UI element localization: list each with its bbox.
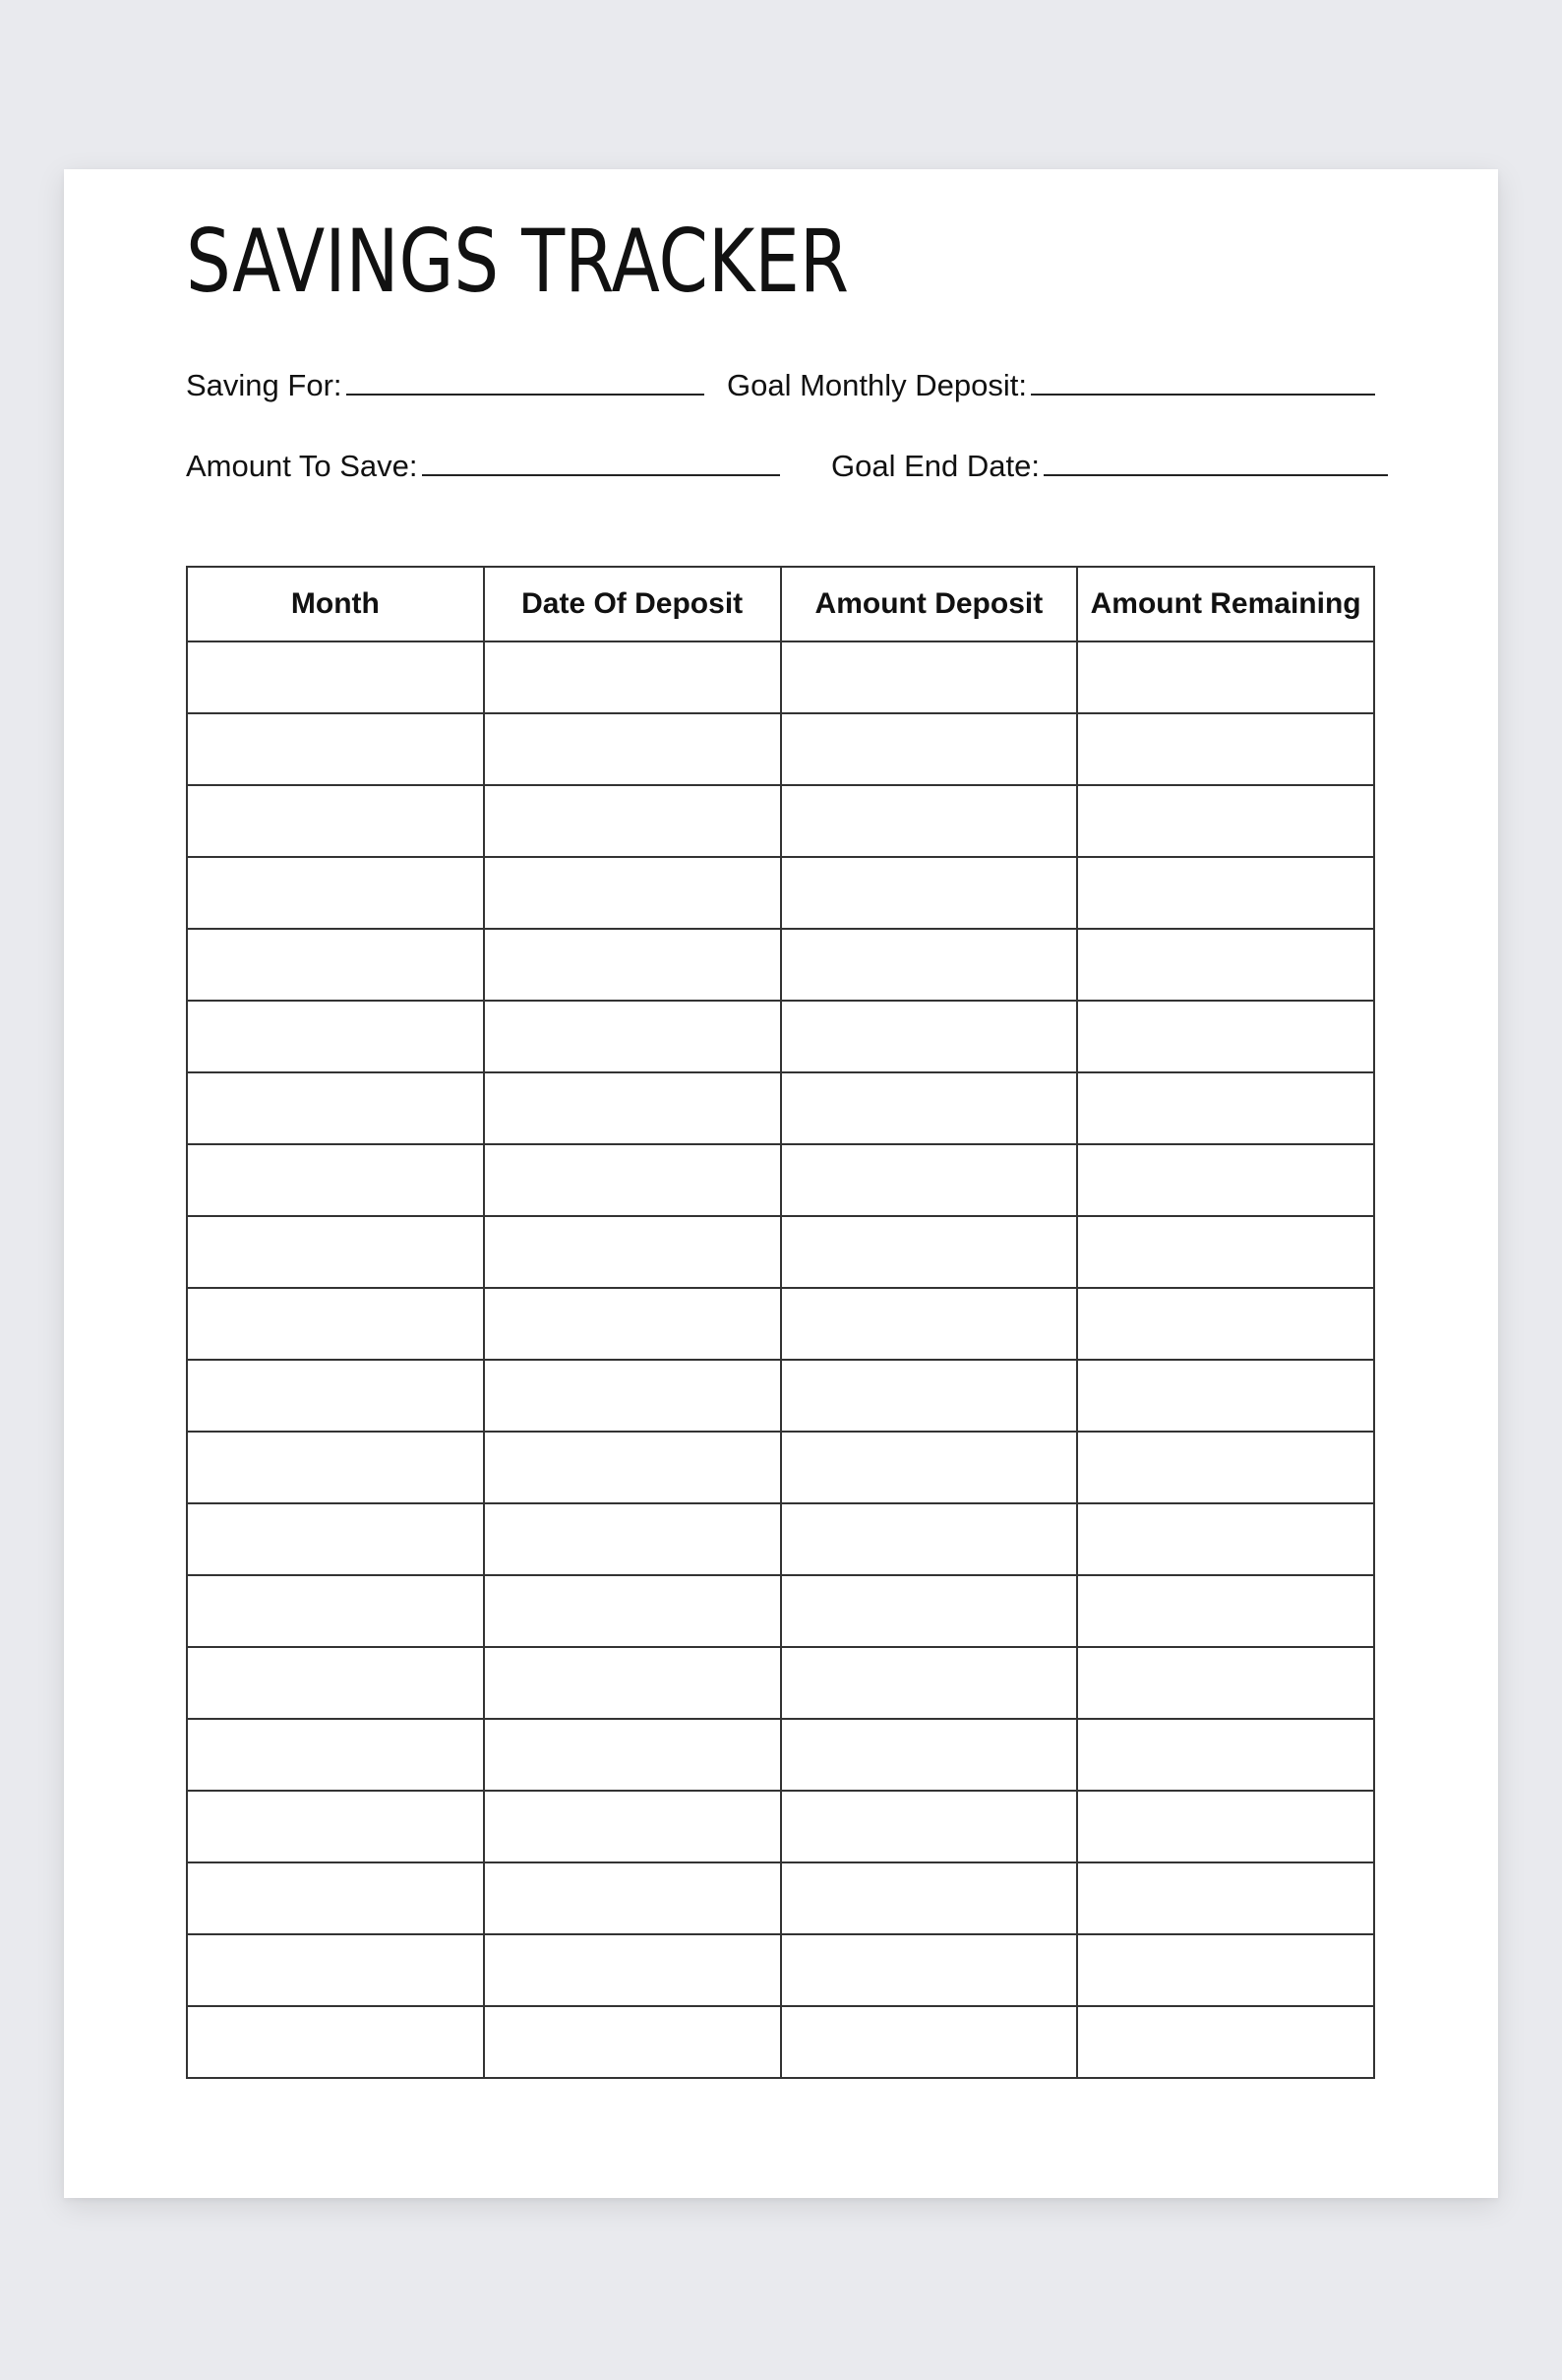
amount-deposit-cell[interactable] (781, 929, 1078, 1001)
amount-deposit-cell[interactable] (781, 713, 1078, 785)
date-of-deposit-cell[interactable] (484, 1503, 781, 1575)
amount-remaining-cell[interactable] (1077, 1934, 1374, 2006)
amount-remaining-cell[interactable] (1077, 857, 1374, 929)
goal-end-date-blank[interactable] (1044, 473, 1388, 476)
month-cell[interactable] (187, 1862, 484, 1934)
date-of-deposit-cell[interactable] (484, 1934, 781, 2006)
date-of-deposit-cell[interactable] (484, 929, 781, 1001)
amount-remaining-cell[interactable] (1077, 1001, 1374, 1072)
amount-deposit-cell[interactable] (781, 785, 1078, 857)
month-cell[interactable] (187, 1001, 484, 1072)
goal-monthly-deposit-label: Goal Monthly Deposit: (727, 368, 1027, 402)
amount-deposit-cell[interactable] (781, 1503, 1078, 1575)
amount-remaining-cell[interactable] (1077, 1647, 1374, 1719)
month-cell[interactable] (187, 2006, 484, 2078)
amount-deposit-cell[interactable] (781, 1216, 1078, 1288)
amount-deposit-cell[interactable] (781, 1862, 1078, 1934)
month-cell[interactable] (187, 1144, 484, 1216)
saving-for-field (186, 368, 704, 403)
amount-to-save-label: Amount To Save: (186, 449, 418, 483)
amount-deposit-cell[interactable] (781, 857, 1078, 929)
date-of-deposit-cell[interactable] (484, 1288, 781, 1360)
amount-deposit-cell[interactable] (781, 1647, 1078, 1719)
table-row (187, 1144, 1374, 1216)
date-of-deposit-cell[interactable] (484, 857, 781, 929)
date-of-deposit-cell[interactable] (484, 1862, 781, 1934)
table-row (187, 1216, 1374, 1288)
month-cell[interactable] (187, 713, 484, 785)
goal-end-date-field (831, 449, 1388, 484)
date-of-deposit-cell[interactable] (484, 785, 781, 857)
table-row (187, 1862, 1374, 1934)
month-cell[interactable] (187, 929, 484, 1001)
amount-remaining-cell[interactable] (1077, 2006, 1374, 2078)
date-of-deposit-cell[interactable] (484, 1001, 781, 1072)
goal-monthly-deposit-field (727, 368, 1375, 403)
month-cell[interactable] (187, 1288, 484, 1360)
amount-remaining-cell[interactable] (1077, 641, 1374, 713)
month-cell[interactable] (187, 1934, 484, 2006)
savings-table (186, 566, 1375, 2079)
date-of-deposit-cell[interactable] (484, 1360, 781, 1432)
table-body (187, 641, 1374, 2078)
table-row (187, 1647, 1374, 1719)
table-row (187, 1719, 1374, 1791)
month-cell[interactable] (187, 1719, 484, 1791)
amount-remaining-cell[interactable] (1077, 1360, 1374, 1432)
month-cell[interactable] (187, 641, 484, 713)
table-row (187, 641, 1374, 713)
column-header-month: Month (187, 567, 484, 641)
saving-for-blank[interactable] (346, 393, 704, 396)
date-of-deposit-cell[interactable] (484, 641, 781, 713)
month-cell[interactable] (187, 1647, 484, 1719)
column-header-amount-remaining: Amount Remaining (1077, 567, 1374, 641)
table-row (187, 929, 1374, 1001)
amount-remaining-cell[interactable] (1077, 1503, 1374, 1575)
amount-remaining-cell[interactable] (1077, 929, 1374, 1001)
table-row (187, 1001, 1374, 1072)
amount-deposit-cell[interactable] (781, 1934, 1078, 2006)
table-header-row (187, 567, 1374, 641)
date-of-deposit-cell[interactable] (484, 1432, 781, 1503)
table-row (187, 1072, 1374, 1144)
column-header-amount-deposit: Amount Deposit (781, 567, 1078, 641)
table-row (187, 785, 1374, 857)
amount-deposit-cell[interactable] (781, 1072, 1078, 1144)
table-row (187, 1934, 1374, 2006)
month-cell[interactable] (187, 1791, 484, 1862)
goal-monthly-deposit-blank[interactable] (1031, 393, 1375, 396)
date-of-deposit-cell[interactable] (484, 1575, 781, 1647)
table-row (187, 1288, 1374, 1360)
amount-remaining-cell[interactable] (1077, 785, 1374, 857)
amount-remaining-cell[interactable] (1077, 713, 1374, 785)
month-cell[interactable] (187, 1360, 484, 1432)
amount-deposit-cell[interactable] (781, 1575, 1078, 1647)
amount-deposit-cell[interactable] (781, 1432, 1078, 1503)
month-cell[interactable] (187, 1072, 484, 1144)
amount-remaining-cell[interactable] (1077, 1432, 1374, 1503)
date-of-deposit-cell[interactable] (484, 1072, 781, 1144)
amount-remaining-cell[interactable] (1077, 1144, 1374, 1216)
goal-end-date-label: Goal End Date: (831, 449, 1040, 483)
amount-deposit-cell[interactable] (781, 1144, 1078, 1216)
worksheet-page (64, 169, 1498, 2198)
date-of-deposit-cell[interactable] (484, 1216, 781, 1288)
month-cell[interactable] (187, 785, 484, 857)
month-cell[interactable] (187, 1575, 484, 1647)
page-title: SAVINGS TRACKER (186, 211, 850, 312)
table-row (187, 1432, 1374, 1503)
date-of-deposit-cell[interactable] (484, 713, 781, 785)
table-row (187, 857, 1374, 929)
month-cell[interactable] (187, 1216, 484, 1288)
amount-deposit-cell[interactable] (781, 1791, 1078, 1862)
amount-remaining-cell[interactable] (1077, 1072, 1374, 1144)
amount-remaining-cell[interactable] (1077, 1791, 1374, 1862)
table-row (187, 1360, 1374, 1432)
amount-deposit-cell[interactable] (781, 2006, 1078, 2078)
table-row (187, 713, 1374, 785)
month-cell[interactable] (187, 1432, 484, 1503)
amount-deposit-cell[interactable] (781, 641, 1078, 713)
amount-deposit-cell[interactable] (781, 1288, 1078, 1360)
date-of-deposit-cell[interactable] (484, 1144, 781, 1216)
table-row (187, 1503, 1374, 1575)
date-of-deposit-cell[interactable] (484, 1719, 781, 1791)
amount-to-save-field (186, 449, 780, 484)
month-cell[interactable] (187, 857, 484, 929)
month-cell[interactable] (187, 1503, 484, 1575)
date-of-deposit-cell[interactable] (484, 1791, 781, 1862)
table-row (187, 2006, 1374, 2078)
date-of-deposit-cell[interactable] (484, 2006, 781, 2078)
table-row (187, 1575, 1374, 1647)
amount-remaining-cell[interactable] (1077, 1575, 1374, 1647)
amount-deposit-cell[interactable] (781, 1360, 1078, 1432)
amount-remaining-cell[interactable] (1077, 1288, 1374, 1360)
saving-for-label: Saving For: (186, 368, 342, 402)
amount-deposit-cell[interactable] (781, 1719, 1078, 1791)
date-of-deposit-cell[interactable] (484, 1647, 781, 1719)
amount-to-save-blank[interactable] (422, 473, 780, 476)
amount-remaining-cell[interactable] (1077, 1719, 1374, 1791)
amount-remaining-cell[interactable] (1077, 1862, 1374, 1934)
table-row (187, 1791, 1374, 1862)
amount-remaining-cell[interactable] (1077, 1216, 1374, 1288)
amount-deposit-cell[interactable] (781, 1001, 1078, 1072)
column-header-date-of-deposit: Date Of Deposit (484, 567, 781, 641)
